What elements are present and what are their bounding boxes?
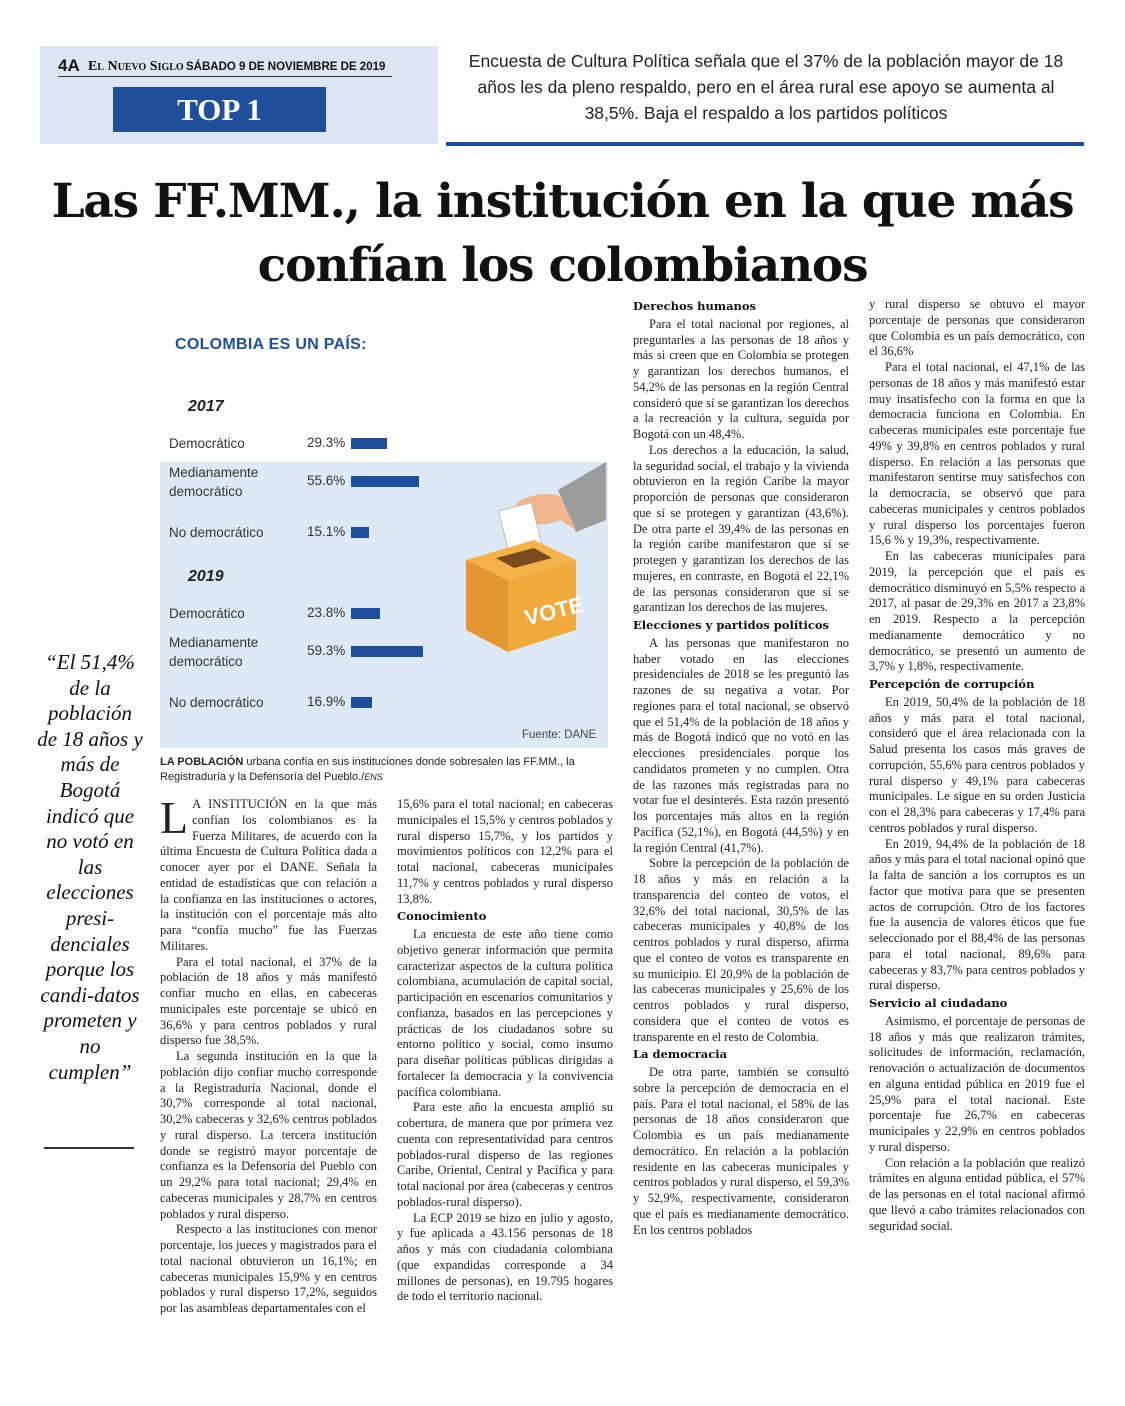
- caption-credit: ENS: [364, 772, 383, 782]
- chart-year-label: 2019: [188, 568, 224, 585]
- caption-lead: LA POBLACIÓN: [160, 756, 244, 768]
- caption-text: urbana confía en sus instituciones donde sobresalen las FF.MM., la Registraduría y la Defensoría del Pueblo./: [160, 756, 575, 783]
- pull-quote-rule: [44, 1147, 134, 1149]
- body-paragraph: 15,6% para el total nacional; en cabeceras municipales el 15,5% y centros poblados y rural disperso 15,7%, y los partidos y movimientos políticos con 12,2% para el total nacional, cabeceras municipales 11,7% y centros poblados y rural disperso 13,8%.: [397, 797, 613, 906]
- body-paragraph: L A INSTITUCIÓN en la que más confían los colombianos es la Fuerza Militares, de acuerdo con la última Encuesta de Cultura Política dada a conocer ayer por el DANE. Señala la entidad de estadísticas que con relación a la confianza en las instituciones o actores, la institución con el porcentaje más alto para “confía mucho” fue las Fuerzas Militares.: [160, 792, 377, 953]
- body-paragraph: Asimismo, el porcentaje de personas de 18 años y más que realizaron trámites, solicitudes de información, reclamación, renovación o actualización de documentos en alguna entidad pública en 2019 fue el 25,9% para el total nacional. Este porcentaje fue 26,7% en cabeceras municipales y 22,9% en centros poblados y rural disperso.: [869, 1013, 1085, 1154]
- chart-year-label: 2017: [188, 398, 224, 415]
- subhead: Elecciones y partidos políticos: [633, 618, 830, 632]
- body-paragraph: De otra parte, también se consultó sobre la percepción de democracia en el país. Para el total nacional, el 58% de las personas de 18 años consideraron que Colombia es un país medianamente democrático. En relación a la población residente en las cabeceras municipales y centros poblados y rural disperso, el 59,3% y 52,9%, respectivamente, consideraron que el país es medianamente democrático. En los centros poblados: [633, 1065, 849, 1237]
- chart-category-label: Medianamente democrático: [169, 635, 259, 669]
- subhead: Percepción de corrupción: [869, 677, 1035, 691]
- body-paragraph: Para este año la encuesta amplió su cobertura, de manera que por primera vez cuenta con representatividad para centros poblados-rural disperso de las regiones Caribe, Oriental, Central y Pacífica y para total nacional por área (cabeceras y centros poblados-rural disperso).: [397, 1100, 613, 1209]
- chart-bar: [351, 646, 423, 657]
- body-paragraph: En 2019, 94,4% de la población de 18 años y más para el total nacional opinó que la falta de sanción a los corruptos es un factor que motiva para que se presenten actos de corrupción. Otro de los factores fue la ausencia de valores éticos que fue seleccionado por el 88,4% de las personas para el total nacional, 89,6% para cabeceras y 83,7% para centros poblados y rural disperso.: [869, 836, 1085, 993]
- chart-bar: [351, 527, 369, 538]
- subhead: Derechos humanos: [633, 299, 757, 313]
- subhead: La democracia: [633, 1047, 728, 1062]
- chart-value-label: 55.6%: [307, 473, 346, 488]
- body-paragraph: En 2019, 50,4% de la población de 18 años y más para el total nacional, consideró que el área relacionada con la Salud presenta los casos más graves de corrupción, 55,6% para centros poblados y rural disperso y 49,1% para cabeceras municipales. Le sigue en su orden Justicia con el 28,3% para cabeceras y 17,4% para centros poblados y rural disperso.: [869, 694, 1085, 835]
- chart-value-label: 16.9%: [307, 694, 346, 709]
- chart-bar: [351, 476, 419, 487]
- body-paragraph: En las cabeceras municipales para 2019, la percepción que el país es democrático disminuyó en 5,5% respecto a 2017, al pasar de 29,3% en 2017 a 23,8% en 2019. Respecto a la percepción medianamente democrático y no democrático, se presentó un aumento de 3,7% y 1,8%, respectivamente.: [869, 549, 1085, 674]
- subhead: Conocimiento: [397, 909, 487, 924]
- chart-value-label: 23.8%: [307, 605, 346, 620]
- masthead: El Nuevo Siglo: [88, 59, 184, 74]
- body-paragraph: Sobre la percepción de la población de 18 años y más en relación a la transparencia del conteo de votos, el 32,6% del total nacional, 30,5% de las cabeceras municipales y 40,8% de los centros poblados y rural disperso, afirma que el conteo de votos es transparente en su municipio. El 20,9% de la población de las cabeceras municipales y 25,6% de los centros poblados y rural disperso, considera que el conteo de votos es transparente en el resto de Colombia.: [633, 856, 849, 1044]
- page-number: 4A: [58, 56, 80, 75]
- deck-text: Encuesta de Cultura Política señala que el 37% de la población mayor de 18 años les da pleno respaldo, pero en el área rural ese apoyo se aumenta al 38,5%. Baja el respaldo a los partidos políticos: [468, 51, 1064, 123]
- chart-category-label: Medianamente democrático: [169, 465, 259, 499]
- body-paragraph: La ECP 2019 se hizo en julio y agosto, y fue aplicada a 43.156 personas de 18 años y más con ciudadanía colombiana (que expandidas corresponde a 34 millones de personas), en 19.795 hogares de todo el territorio nacional.: [397, 1210, 613, 1304]
- body-paragraph: Para el total nacional, el 37% de la población de 18 años y más manifestó confiar mucho en ellas, en cabeceras municipales este porcentaje se ubicó en 36,6% y para centros poblados y rural disperso fue 38,5%.: [160, 954, 377, 1048]
- chart-bar: [351, 438, 387, 449]
- article-column-2: [397, 797, 613, 1305]
- body-paragraph: Respecto a las instituciones con menor porcentaje, los jueces y magistrados para el total nacional obtuvieron un 16,1%; en cabeceras municipales 15,9% y en centros poblados y rural disperso 17,2%, seguidos por las asambleas departamentales con el: [160, 1222, 377, 1315]
- chart-category-label: No democrático: [169, 525, 264, 540]
- chart-value-label: 29.3%: [307, 435, 346, 450]
- pull-quote: “El 51,4% de la población de 18 años y más de Bogotá indicó que no votó en las elecciones presi-denciales porque los candi-datos prometen y no cumplen”: [37, 650, 143, 1084]
- infographic: [160, 312, 608, 748]
- chart-source: Fuente: DANE: [522, 729, 597, 741]
- drop-cap: L: [160, 792, 189, 843]
- body-paragraph: y rural disperso se obtuvo el mayor porcentaje de personas que consideraron que Colombia es un país democrático, con el 36,6%: [869, 297, 1085, 359]
- body-paragraph: Para el total nacional por regiones, al preguntarles a las personas de 18 años y más si creen que en Colombia se protegen y garantizan los derechos humanos, el 54,2% de las personas en la región Central consideró que sí se garantizan los derechos a la recreación y la cultura, seguida por Bogotá con un 48,4%.: [633, 316, 849, 441]
- chart-value-label: 15.1%: [307, 524, 346, 539]
- body-paragraph: La segunda institución en la que la población dijo confiar mucho corresponde a la Registraduría Nacional, donde el 30,7% corresponde al total nacional, 30,2% cabeceras y 32,6% centros poblados y rural disperso. La tercera institución donde se registró mayor porcentaje de confianza es la Defensoría del Pueblo con un 29,2% para total nacional; 29,4% en cabeceras municipales y 28,7% en centros poblados y rural disperso.: [160, 1049, 377, 1221]
- article-column-4: [869, 297, 1085, 1234]
- infographic-title: COLOMBIA ES UN PAÍS:: [175, 336, 367, 353]
- body-paragraph: Para el total nacional, el 47,1% de las personas de 18 años y más manifestó estar muy insatisfecho con la forma en que la democracia funciona en Colombia. En cabeceras municipales este porcentaje fue 49% y 39,8% en centros poblados y rural disperso. En relación a las personas que manifestaron sentirse muy satisfechos con la democracia, se observó que para cabeceras municipales y centros poblados y rural disperso los porcentajes fueron 15,6 % y 19,3%, respectivamente.: [869, 360, 1085, 548]
- header-rule: [58, 76, 392, 77]
- chart-bar: [351, 608, 380, 619]
- chart-value-label: 59.3%: [307, 643, 346, 658]
- chart-category-label: Democrático: [169, 436, 245, 451]
- publication-date: SÁBADO 9 DE NOVIEMBRE DE 2019: [186, 61, 386, 73]
- body-paragraph: Los derechos a la educación, la salud, la seguridad social, el trabajo y la vivienda obtuvieron en la región Caribe la mayor proporción de personas que consideraron que sí se protegen y garantizan (43,6%). De otra parte el 39,4% de las personas en la región caribe manifestaron que sí se protegen y garantizan los derechos de las mujeres, en contraste, en Bogotá el 22,1% de las personas consideraron que sí se garantizan los derechos de las mujeres.: [633, 442, 849, 615]
- article-column-1: [160, 792, 377, 1317]
- article-column-3: [633, 297, 849, 1238]
- body-paragraph: Con relación a la población que realizó trámites en alguna entidad pública, el 57% de las personas en el total nacional afirmó que llevó a cabo trámites relacionados con seguridad social.: [869, 1155, 1085, 1233]
- section-badge: TOP 1: [113, 87, 326, 132]
- body-paragraph: A las personas que manifestaron no haber votado en las elecciones presidenciales de 2018 se les preguntó las razones de su negativa a votar. Por regiones para el total nacional, se observó que el 51,4% de la población de 18 años y más de Bogotá indicó que no votó en las elecciones presidenciales porque los candidatos prometen y no cumplen. Otra de las razones más registradas para no votar fue el desinterés. Esta razón presentó los porcentajes más altos en la región Pacífica (52,1%), en Bogotá (44,5%) y en la región Central (41,7%).: [633, 635, 849, 855]
- body-paragraph: La encuesta de este año tiene como objetivo generar información que permita caracterizar aspectos de la cultura política colombiana, acumulación de capital social, participación en escenarios comunitarios y confianza, basados en las percepciones y prácticas de los ciudadanos sobre su entorno político y social, como insumo para diseñar políticas públicas dirigidas a fortalecer la democracia y la convivencia pacífica colombiana.: [397, 927, 613, 1099]
- deck-rule: [446, 142, 1084, 146]
- ballot-box-illustration: [456, 462, 606, 662]
- vote-label: VOTE: [522, 591, 587, 631]
- chart-bar: [351, 697, 372, 708]
- infographic-caption: [160, 755, 608, 785]
- chart-category-label: No democrático: [169, 695, 264, 710]
- subhead: Servicio al ciudadano: [869, 996, 1008, 1010]
- chart-category-label: Democrático: [169, 606, 245, 621]
- headline: Las FF.MM., la institución en la que más confían los colombianos: [51, 174, 1074, 293]
